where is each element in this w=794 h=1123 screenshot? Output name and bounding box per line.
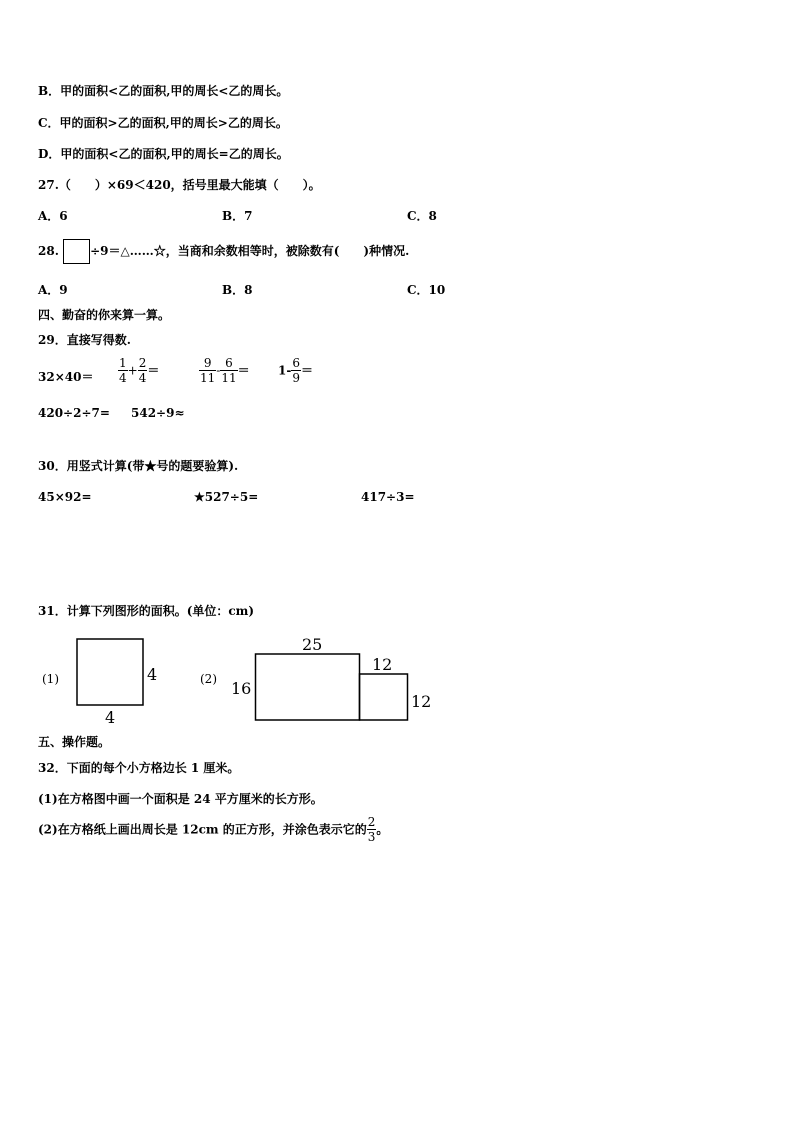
q28-option-c: C．10 — [407, 283, 446, 297]
choice-b: B．甲的面积<乙的面积,甲的周长<乙的周长。 — [38, 84, 289, 98]
q27-option-c: C．8 — [407, 209, 437, 223]
q29-expr-6: 542÷9≈ — [131, 406, 185, 420]
fraction: $\frac{2}{4}$ — [138, 356, 147, 385]
figure-2-composite — [228, 632, 438, 727]
q30-title: 30．用竖式计算(带★号的题要验算). — [38, 459, 239, 473]
q30-expr-1: 45×92= — [38, 490, 92, 504]
q28-option-a: A．9 — [38, 283, 68, 297]
large-left-label: 16 — [231, 679, 252, 698]
square-bottom-label: 4 — [105, 708, 116, 727]
q31-title: 31．计算下列图形的面积。(单位：cm) — [38, 604, 255, 618]
fraction: $\frac{2}{3}$ — [367, 815, 376, 844]
q32-part-1: (1)在方格图中画一个面积是 24 平方厘米的长方形。 — [38, 792, 323, 806]
small-right-label: 12 — [411, 692, 432, 711]
square-right-label: 4 — [147, 665, 158, 684]
q29-expr-2: $\frac{1}{4}$ + $\frac{2}{4}$ ＝ — [119, 356, 160, 385]
q29-expr-4: 1- $\frac{6}{9}$ ＝ — [278, 356, 313, 385]
figure-2-label: (2) — [200, 672, 217, 686]
q29-expr-5: 420÷2÷7= — [38, 406, 110, 420]
fraction: $\frac{6}{9}$ — [292, 356, 300, 385]
q30-expr-2: ★527÷5= — [194, 490, 259, 504]
small-top-label: 12 — [372, 655, 393, 674]
q28-number: 28. — [38, 244, 59, 258]
q27-option-a: A．6 — [38, 209, 68, 223]
q28-line — [38, 238, 409, 265]
fraction: $\frac{9}{11}$ — [200, 356, 216, 385]
square-shape — [77, 639, 143, 705]
figure-1-square — [70, 632, 170, 732]
large-rectangle — [256, 654, 360, 720]
choice-c: C．甲的面积>乙的面积,甲的周长>乙的周长。 — [38, 116, 288, 130]
q29-expr-1: 32×40＝ — [38, 370, 94, 384]
q32-title: 32．下面的每个小方格边长 1 厘米。 — [38, 761, 240, 775]
section4-heading: 四、勤奋的你来算一算。 — [38, 308, 171, 322]
section5-heading: 五、操作题。 — [38, 735, 111, 749]
q29-title: 29．直接写得数. — [38, 333, 131, 347]
figure-1-label: (1) — [42, 672, 59, 686]
q29-expr-3: $\frac{9}{11}$ - $\frac{6}{11}$ ＝ — [200, 356, 250, 385]
q30-expr-3: 417÷3= — [361, 490, 415, 504]
fraction: $\frac{6}{11}$ — [221, 356, 237, 385]
large-top-label: 25 — [302, 635, 323, 654]
dividend-box — [63, 239, 90, 264]
fraction: $\frac{1}{4}$ — [119, 356, 127, 385]
q27-option-b: B．7 — [222, 209, 253, 223]
choice-d: D．甲的面积<乙的面积,甲的周长=乙的周长。 — [38, 147, 289, 161]
q28-text: ÷9＝△……☆，当商和余数相等时，被除数有( )种情况. — [90, 244, 410, 258]
q32-part-2: (2)在方格纸上画出周长是 12cm 的正方形，并涂色表示它的 $\frac{2}{3}$ 。 — [38, 815, 389, 844]
q27-text: 27.（ ）×69＜420，括号里最大能填（ ）。 — [38, 178, 321, 192]
small-rectangle — [360, 674, 408, 720]
q28-option-b: B．8 — [222, 283, 253, 297]
